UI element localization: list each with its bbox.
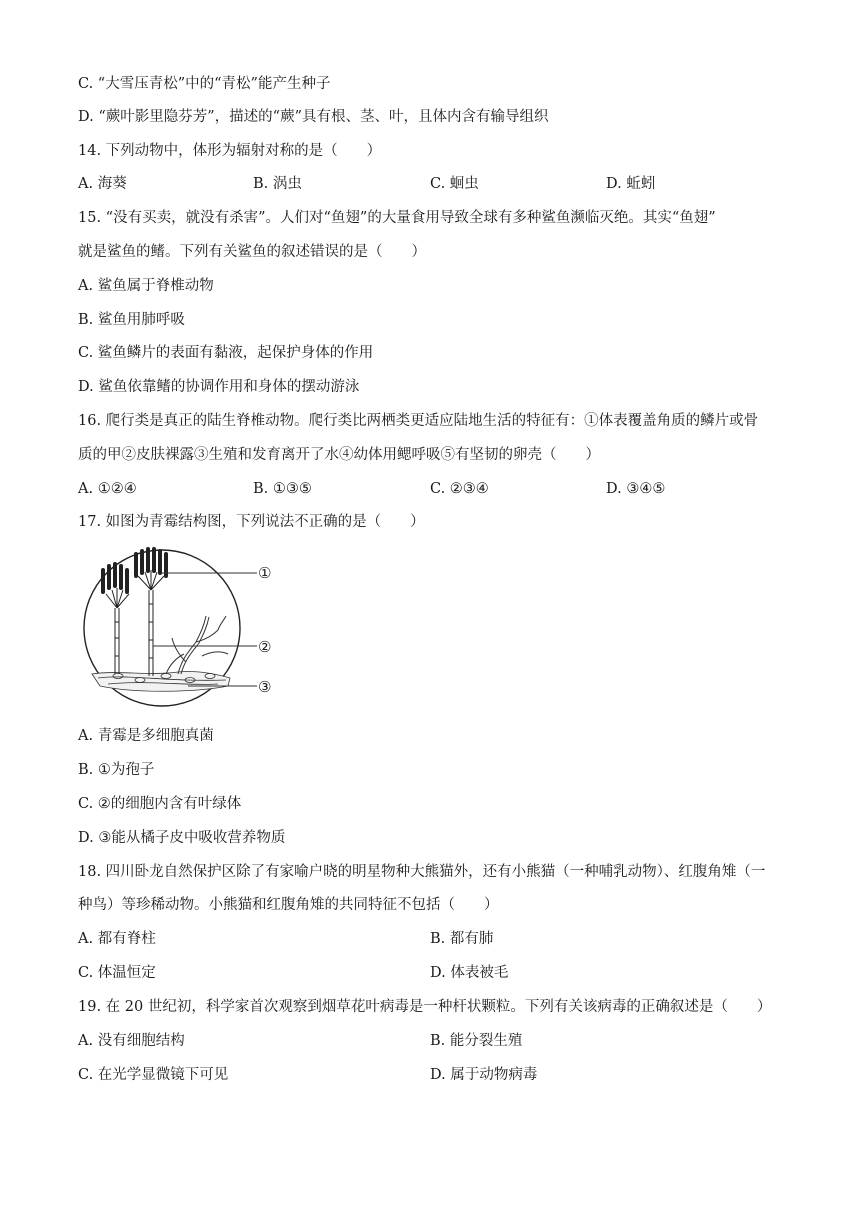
q16-stem-line2: 质的甲②皮肤裸露③生殖和发育离开了水④幼体用鳃呼吸⑤有坚韧的卵壳（ ） [78, 447, 600, 463]
q17-option-b: B. ①为孢子 [78, 762, 155, 778]
q16-option-c: C. ②③④ [430, 481, 489, 497]
q18-stem-line1: 18. 四川卧龙自然保护区除了有家喻户晓的明星物种大熊猫外，还有小熊猫（一种哺乳动物）、红腹角雉（一 [78, 864, 766, 880]
q19-option-d: D. 属于动物病毒 [430, 1067, 538, 1083]
q14-option-d: D. 蚯蚓 [606, 176, 656, 192]
q17-option-d: D. ③能从橘子皮中吸收营养物质 [78, 830, 286, 846]
q19-option-b: B. 能分裂生殖 [430, 1033, 523, 1049]
q16-option-a: A. ①②④ [78, 481, 137, 497]
q19-stem: 19. 在 20 世纪初，科学家首次观察到烟草花叶病毒是一种杆状颗粒。下列有关该病毒的正确叙述是（ ） [78, 999, 772, 1015]
figure-label-2: ② [258, 638, 272, 656]
q14-stem: 14. 下列动物中，体形为辐射对称的是（ ） [78, 143, 382, 159]
q15-stem-line1: 15. “没有买卖，就没有杀害”。人们对“鱼翅”的大量食用导致全球有多种鲨鱼濒临灭绝。其实“鱼翅” [78, 210, 716, 226]
q15-option-a: A. 鲨鱼属于脊椎动物 [78, 278, 214, 294]
q14-option-a: A. 海葵 [78, 176, 127, 192]
q13-option-d: D. “蕨叶影里隐芬芳”，描述的“蕨”具有根、茎、叶，且体内含有输导组织 [78, 109, 549, 125]
q17-option-c: C. ②的细胞内含有叶绿体 [78, 796, 242, 812]
q14-option-b: B. 涡虫 [253, 176, 302, 192]
q16-option-d: D. ③④⑤ [606, 481, 666, 497]
q17-option-a: A. 青霉是多细胞真菌 [78, 728, 214, 744]
q14-option-c: C. 蛔虫 [430, 176, 479, 192]
q16-stem-line1: 16. 爬行类是真正的陆生脊椎动物。爬行类比两栖类更适应陆地生活的特征有：①体表覆盖角质的鳞片或骨 [78, 413, 759, 429]
q18-option-b: B. 都有肺 [430, 931, 494, 947]
q17-stem: 17. 如图为青霉结构图，下列说法不正确的是（ ） [78, 514, 425, 530]
q19-option-c: C. 在光学显微镜下可见 [78, 1067, 229, 1083]
q15-stem-line2: 就是鲨鱼的鳍。下列有关鲨鱼的叙述错误的是（ ） [78, 244, 426, 260]
q18-option-c: C. 体温恒定 [78, 965, 156, 981]
figure-label-3: ③ [258, 678, 272, 696]
figure-label-1: ① [258, 564, 272, 582]
q15-option-c: C. 鲨鱼鳞片的表面有黏液，起保护身体的作用 [78, 345, 374, 361]
q15-option-d: D. 鲨鱼依靠鳍的协调作用和身体的摆动游泳 [78, 379, 360, 395]
penicillium-diagram [78, 546, 288, 716]
q13-option-c: C. “大雪压青松”中的“青松”能产生种子 [78, 76, 331, 92]
q19-option-a: A. 没有细胞结构 [78, 1033, 185, 1049]
q18-option-d: D. 体表被毛 [430, 965, 509, 981]
q18-stem-line2: 种鸟）等珍稀动物。小熊猫和红腹角雉的共同特征不包括（ ） [78, 897, 499, 913]
q16-option-b: B. ①③⑤ [253, 481, 312, 497]
q15-option-b: B. 鲨鱼用肺呼吸 [78, 312, 185, 328]
q18-option-a: A. 都有脊柱 [78, 931, 156, 947]
